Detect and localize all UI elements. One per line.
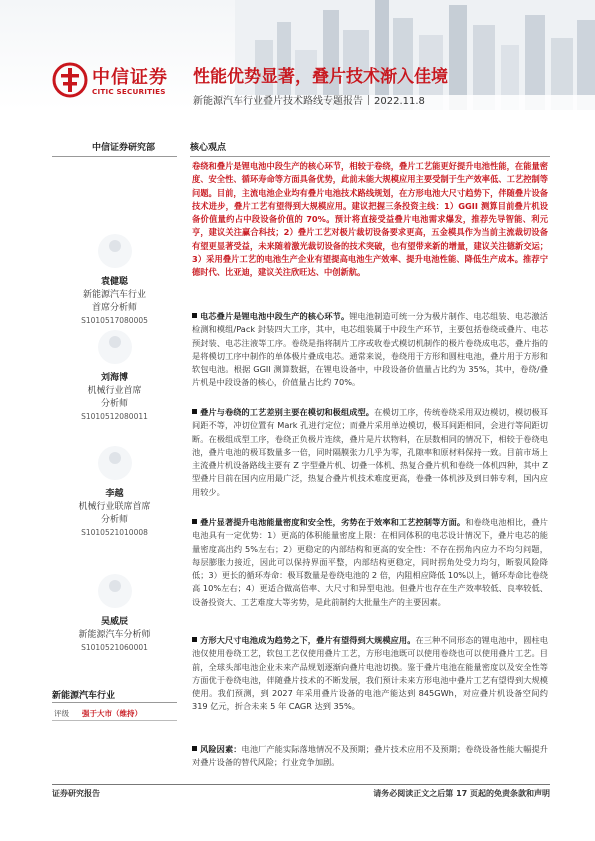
analyst-title: 机械行业联席首席 <box>78 502 151 512</box>
analyst-name: 袁健聪 <box>100 277 128 287</box>
analyst-title: 机械行业首席 <box>87 386 142 396</box>
citic-logo <box>52 58 190 104</box>
paragraph-body: 在三种不同形态的锂电池中，圆柱电池仅使用卷绕工艺，软包工艺仅使用叠片工艺，方形电池既可以使用卷绕也可以使用叠片工艺。目前，全球头部电池企业未来产品规划逐渐向叠片电池切换。鉴于叠片电池在能量密度以及安全性等方面优于卷绕电池，伴随叠片技术的不断发展，我们预计未来方形电池中叠片工艺有望得到大规模使用。我们预测，到 2027 年采用叠片设备的电池产能达到 845GWh，对应叠片机设备空间约 319 亿元，折合未来 5 年 CAGR 达到 35%。 <box>192 635 548 712</box>
bullet-square-icon <box>192 313 197 318</box>
avatar <box>98 574 132 608</box>
analyst-title: 分析师 <box>100 515 128 525</box>
avatar <box>98 234 132 268</box>
report-title: 性能优势显著，叠片技术渐入佳境 <box>193 67 448 87</box>
analyst-title: 首席分析师 <box>91 303 137 313</box>
bullet-square-icon <box>192 409 197 414</box>
analyst-license-id: S1010521060001 <box>81 643 148 652</box>
logo-chinese-name: 中信证券 <box>92 67 168 88</box>
bullet-square-icon <box>192 746 197 751</box>
analyst-card <box>52 330 177 422</box>
left-divider <box>52 156 177 157</box>
analyst-license-id: S1010512080011 <box>81 412 148 421</box>
analyst-card <box>52 574 177 653</box>
subtitle-divider <box>368 95 369 105</box>
bullet-square-icon <box>192 519 197 524</box>
analyst-name: 刘海博 <box>100 373 128 383</box>
bullet-square-icon <box>192 637 197 642</box>
core-summary: 卷绕和叠片是锂电池中段生产的核心环节，相较于卷绕，叠片工艺能更好提升电池性能，在能量密度、安全性、循环寿命等方面具备优势，此前未能大规模应用主要受制于生产效率低、工艺控制等问题。目前，主流电池企业均有叠片电池技术路线规划，在方形电池大尺寸趋势下，伴随叠片设备技术进步，叠片工艺有望得到大规模应用。建议把握三条投资主线：1）GGII 测算目前叠片机设备价值量约占中段设备价值的 70%。预计将直接受益叠片电池需求爆发，推荐先导智能、利元亨，建议关注赢合科技；2）叠片工艺对极片裁切设备要求更高，五金模具作为当前主流裁切设备有望更显著受益，未来随着激光裁切设备的技术突破，也有望带来新的增量，建议关注德新交运；3）采用叠片工艺的电池生产企业有望提高电池生产效率、提升电池性能、降低生产成本。推荐宁德时代、比亚迪，建议关注欣旺达、中创新航。 <box>192 161 548 278</box>
analyst-name: 吴威辰 <box>100 617 128 627</box>
subtitle-text: 新能源汽车行业叠片技术路线专题报告 <box>193 96 363 107</box>
paragraph-lead: 叠片显著提升电池能量密度和安全性，劣势在于效率和工艺控制等方面。 <box>200 517 466 527</box>
logo-english-name: CITIC SECURITIES <box>92 87 166 96</box>
industry-label: 新能源汽车行业 <box>52 691 116 701</box>
analyst-license-id: S1010517080005 <box>81 316 148 325</box>
report-date: 2022.11.8 <box>374 96 425 107</box>
paragraph-lead: 风险因素： <box>200 744 242 754</box>
core-divider <box>190 156 550 157</box>
core-views-heading: 核心观点 <box>190 143 227 153</box>
body-paragraph <box>192 406 548 499</box>
body-paragraph <box>192 310 548 390</box>
analyst-name: 李越 <box>105 489 124 499</box>
analyst-card <box>52 446 177 538</box>
industry-divider <box>52 702 177 703</box>
body-paragraph <box>192 516 548 609</box>
report-subtitle <box>193 92 425 107</box>
analyst-license-id: S1010521010008 <box>81 528 148 537</box>
body-paragraph <box>192 743 548 770</box>
analyst-card <box>52 234 177 326</box>
paragraph-lead: 叠片与卷绕的工艺差别主要在模切和极组成型。 <box>200 407 375 417</box>
footer-report-type: 证券研究报告 <box>52 789 100 798</box>
analyst-title: 新能源汽车分析师 <box>78 630 151 640</box>
rating-divider <box>52 720 177 721</box>
paragraph-lead: 方形大尺寸电池成为趋势之下，叠片有望得到大规模应用。 <box>200 635 416 645</box>
analyst-title: 分析师 <box>100 399 128 409</box>
research-dept-heading: 中信证券研究部 <box>92 143 156 153</box>
paragraph-body: 电池厂产能实际落地情况不及预期；叠片技术应用不及预期；卷绕设备性能大幅提升对叠片设备的替代风险；行业竞争加剧。 <box>192 744 548 768</box>
paragraph-body: 在模切工序，传统卷绕采用双边模切，模切极耳间距不等，冲切位置有 Mark 孔进行定位；而叠片采用单边模切，极耳间距相同，会进行等间距切断。在极组成型工序，卷绕正负极片连续，叠片是片状物料，在层数相同的情况下，相较于卷绕电池，叠片电池的极耳数量多一倍，同时隔膜张力几乎为零，孔隙率和原材料保持一致。目前市场上主流叠片机设备路线主要有 Z 字型叠片机、切叠一体机、热复合叠片机和卷绕一体机四种，其中 Z 型叠片目前在国内应用最广泛，热复合叠片机技术难度更高，卷叠一体机涉及到日韩专利，国内应用较少。 <box>192 407 548 497</box>
rating-value: 强于大市（维持） <box>82 709 142 718</box>
footer-disclaimer: 请务必阅读正文之后第 17 页起的免责条款和声明 <box>373 789 550 798</box>
avatar <box>98 330 132 364</box>
footer-divider <box>52 784 550 785</box>
paragraph-lead: 电芯叠片是锂电池中段生产的核心环节。 <box>200 311 350 321</box>
body-paragraph <box>192 634 548 714</box>
report-header <box>0 0 595 110</box>
citic-logo-icon <box>52 62 88 98</box>
avatar <box>98 446 132 480</box>
paragraph-body: 和卷绕电池相比，叠片电池具有一定优势：1）更高的体积能量密度上限：在相同体积的电芯设计情况下，叠片电芯的能量密度高出约 5%左右；2）更稳定的内部结构和更高的安全性：不存在拐角内应力不均匀问题，每层膨胀力接近，因此可以保持界面平整，内部结构更稳定，同时拐角处受力均匀，断裂风险降低；3）更长的循环寿命：极耳数量是卷绕电池的 2 倍，内阻相应降低 10%以上，循环寿命比卷绕高 10%左右；4）更适合做高倍率、大尺寸和异型电池。但叠片也存在生产效率较低、良率较低、设备投资大、工艺难度大等劣势，是此前制约大批量生产的主要因素。 <box>192 517 548 607</box>
analyst-title: 新能源汽车行业 <box>82 290 146 300</box>
rating-key: 评级 <box>54 709 69 718</box>
paragraph-body: 锂电池制造可统一分为极片制作、电芯组装、电芯激活检测和模组/Pack 封装四大工序，其中，电芯组装属于中段生产环节，主要包括卷绕或叠片、电芯预封装、电芯注液等工序。卷绕是指将制片工序或收卷式模切机制作的极片卷绕成电芯，叠片指的是将模切工序中制作的单体极片叠成电芯。通常来说，卷绕用于方形和圆柱电池，叠片用于方形和软包电池。根据 GGII 测算数据，在锂电设备中，中段设备价值量占比约为 35%，其中，卷绕/叠片机是中段设备的核心，价值量占比约 70%。 <box>192 311 548 388</box>
